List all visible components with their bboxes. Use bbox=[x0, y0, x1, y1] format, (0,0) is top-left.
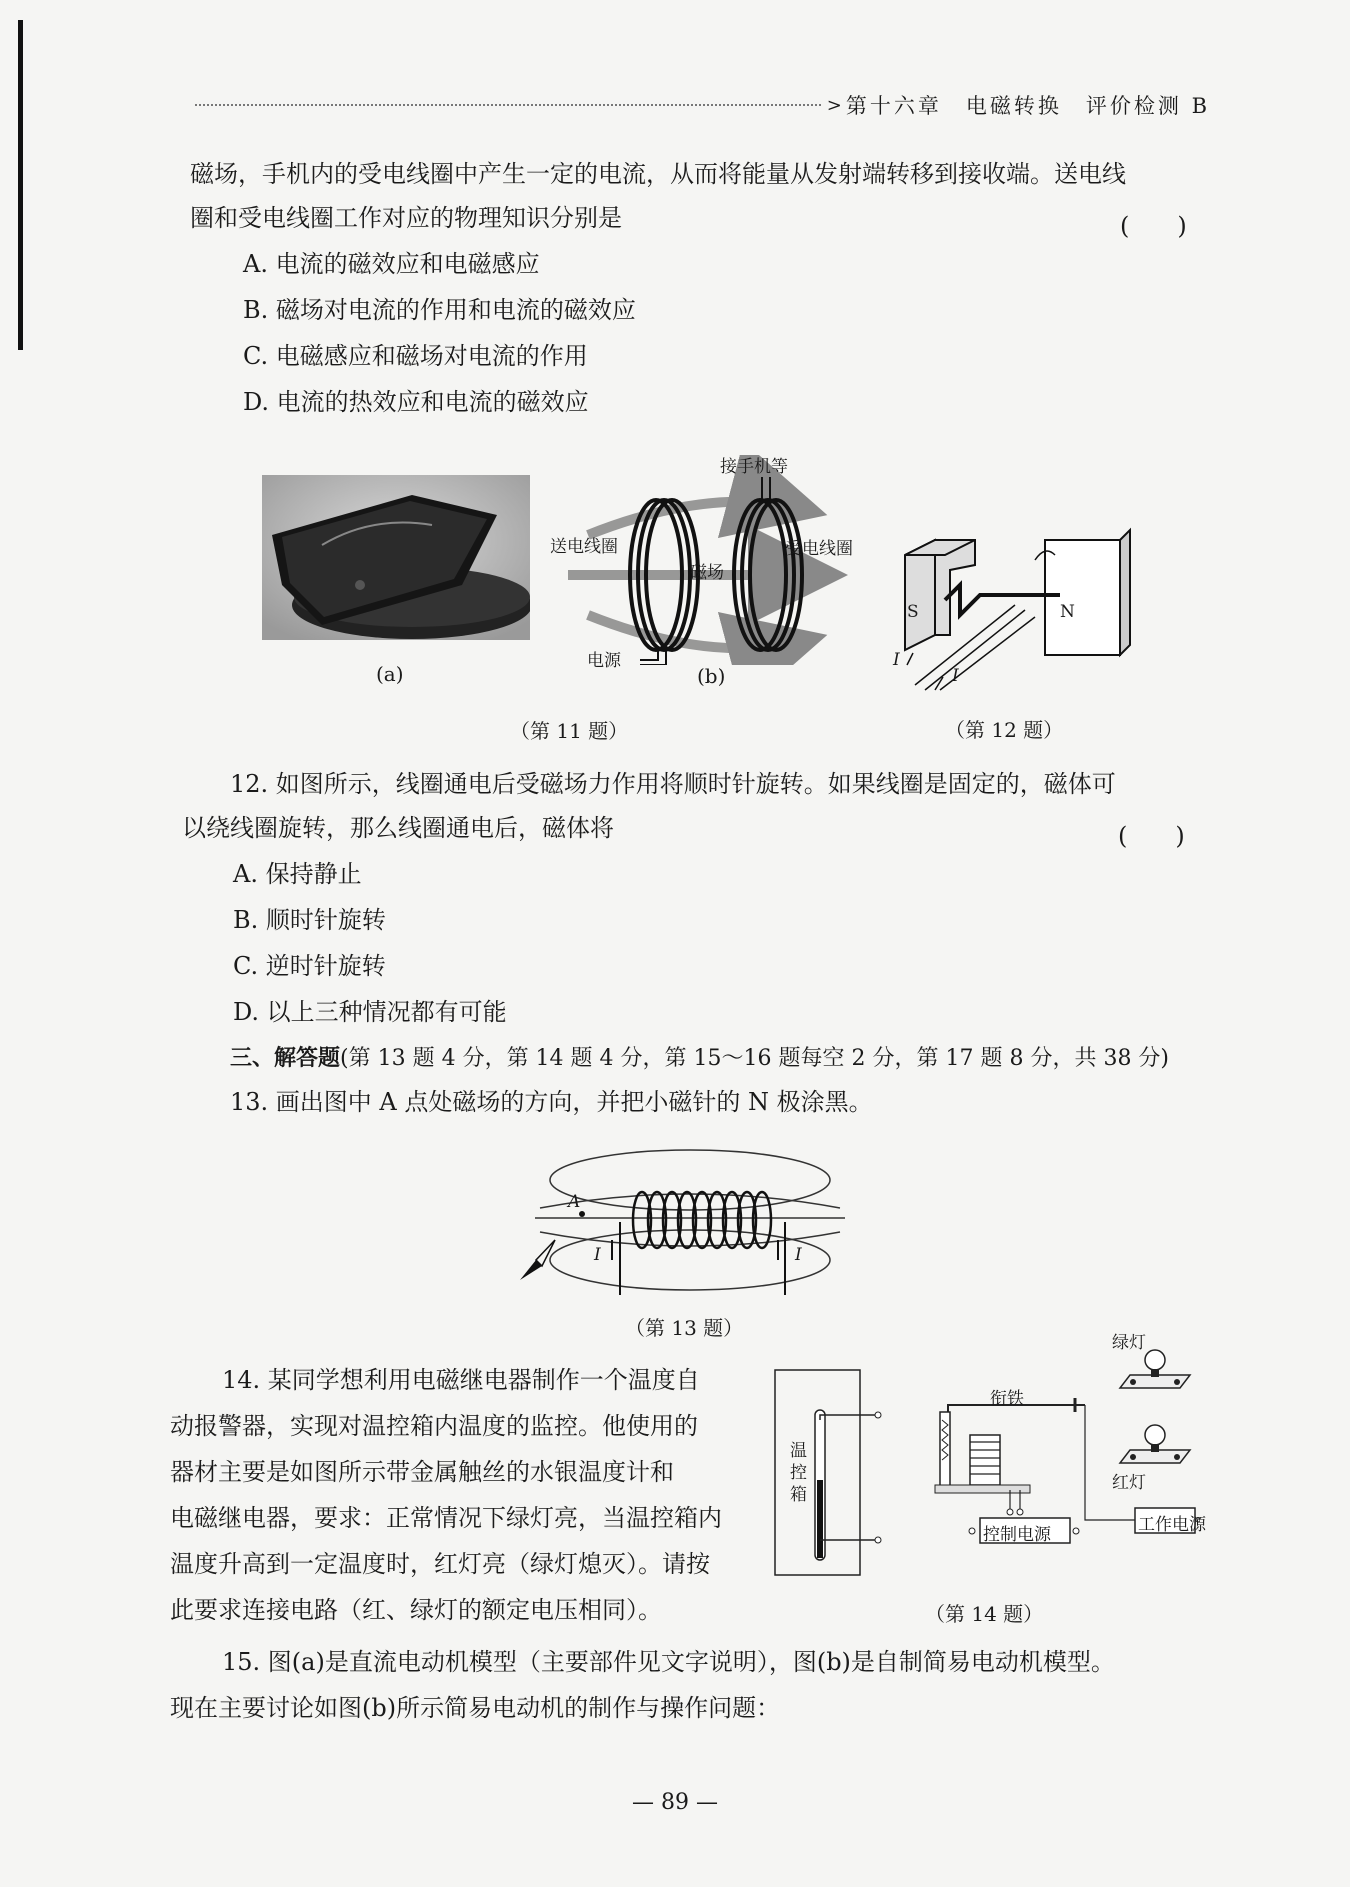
q14-line4: 电磁继电器，要求：正常情况下绿灯亮，当温控箱内 bbox=[170, 1504, 722, 1532]
chevron-right-icon: > bbox=[826, 94, 842, 116]
figure-11-caption: （第 11 题） bbox=[510, 719, 629, 743]
q12-answer-paren: ( ) bbox=[1118, 822, 1185, 850]
q15-line1: 15. 图(a)是直流电动机模型（主要部件见文字说明），图(b)是自制简易电动机模型。 bbox=[222, 1648, 1115, 1676]
figure-14-work-power-label: 工作电源 bbox=[1138, 1515, 1206, 1535]
q15-line2: 现在主要讨论如图(b)所示简易电动机的制作与操作问题： bbox=[170, 1694, 781, 1722]
figure-14-temp-box-label: 温控箱 bbox=[790, 1441, 807, 1505]
figure-12-magnet-coil-diagram bbox=[895, 525, 1140, 695]
q11-option-a: A. 电流的磁效应和电磁感应 bbox=[243, 250, 540, 278]
q12-option-a: A. 保持静止 bbox=[233, 860, 362, 888]
figure-13-current-label-2: I bbox=[795, 1245, 802, 1265]
q11-option-b: B. 磁场对电流的作用和电流的磁效应 bbox=[243, 296, 636, 324]
figure-14-red-lamp-label: 红灯 bbox=[1112, 1473, 1146, 1493]
figure-11a-label: (a) bbox=[376, 662, 404, 686]
figure-11b-power-label: 电源 bbox=[587, 651, 621, 671]
q11-line2: 圈和受电线圈工作对应的物理知识分别是 bbox=[190, 204, 622, 232]
q14-line6: 此要求连接电路（红、绿灯的额定电压相同）。 bbox=[170, 1596, 662, 1624]
q14-line5: 温度升高到一定温度时，红灯亮（绿灯熄灭）。请按 bbox=[170, 1550, 710, 1578]
figure-13-point-a: A bbox=[568, 1192, 581, 1212]
q12-option-b: B. 顺时针旋转 bbox=[233, 906, 386, 934]
figure-13-current-label-1: I bbox=[594, 1245, 601, 1265]
q14-line2: 动报警器，实现对温控箱内温度的监控。他使用的 bbox=[170, 1412, 698, 1440]
header-title: 第十六章 电磁转换 评价检测 B bbox=[845, 94, 1210, 118]
figure-12-current-label-2: I bbox=[952, 666, 959, 686]
figure-14-caption: （第 14 题） bbox=[925, 1602, 1044, 1626]
figure-14-control-power-label: 控制电源 bbox=[983, 1525, 1051, 1545]
figure-11b-phone-label: 接手机等 bbox=[720, 457, 788, 477]
q14-line1: 14. 某同学想利用电磁继电器制作一个温度自 bbox=[222, 1366, 700, 1394]
q11-line1: 磁场，手机内的受电线圈中产生一定的电流，从而将能量从发射端转移到接收端。送电线 bbox=[190, 160, 1126, 188]
figure-12-current-label-1: I bbox=[893, 650, 900, 670]
q12-option-c: C. 逆时针旋转 bbox=[233, 952, 386, 980]
figure-11b-send-coil-label: 送电线圈 bbox=[550, 537, 618, 557]
q12-line1: 12. 如图所示，线圈通电后受磁场力作用将顺时针旋转。如果线圈是固定的，磁体可 bbox=[230, 770, 1116, 798]
q11-option-c: C. 电磁感应和磁场对电流的作用 bbox=[243, 342, 588, 370]
q13-text: 13. 画出图中 A 点处磁场的方向，并把小磁针的 N 极涂黑。 bbox=[230, 1088, 873, 1116]
binding-edge bbox=[18, 20, 23, 350]
page-header bbox=[195, 90, 1210, 120]
q12-option-d: D. 以上三种情况都有可能 bbox=[233, 998, 507, 1026]
page-number: — 89 — bbox=[632, 1790, 718, 1815]
figure-12-caption: （第 12 题） bbox=[945, 718, 1064, 742]
q11-option-d: D. 电流的热效应和电流的磁效应 bbox=[243, 388, 589, 416]
figure-11b-recv-coil-label: 受电线圈 bbox=[785, 539, 853, 559]
figure-11a-phone-photo bbox=[262, 475, 530, 640]
figure-12-n-pole: N bbox=[1060, 602, 1075, 622]
figure-11b-field-label: 磁场 bbox=[690, 563, 724, 583]
header-dotted-rule bbox=[195, 104, 821, 106]
figure-13-solenoid-diagram bbox=[520, 1140, 860, 1300]
figure-14-green-lamp-label: 绿灯 bbox=[1112, 1333, 1146, 1353]
figure-14-armature-label: 衔铁 bbox=[990, 1389, 1024, 1409]
figure-13-caption: （第 13 题） bbox=[625, 1316, 744, 1340]
figure-11b-label: (b) bbox=[697, 664, 726, 688]
q11-answer-paren: ( ) bbox=[1120, 212, 1187, 240]
q12-line2: 以绕线圈旋转，那么线圈通电后，磁体将 bbox=[182, 814, 614, 842]
section-3-title: 三、解答题 bbox=[230, 1045, 341, 1071]
section-3-detail: (第 13 题 4 分，第 14 题 4 分，第 15～16 题每空 2 分，第 17 题 8 分，共 38 分) bbox=[340, 1046, 1170, 1071]
figure-12-s-pole: S bbox=[907, 602, 919, 622]
q14-line3: 器材主要是如图所示带金属触丝的水银温度计和 bbox=[170, 1458, 674, 1486]
section-3-heading bbox=[230, 1036, 1169, 1081]
